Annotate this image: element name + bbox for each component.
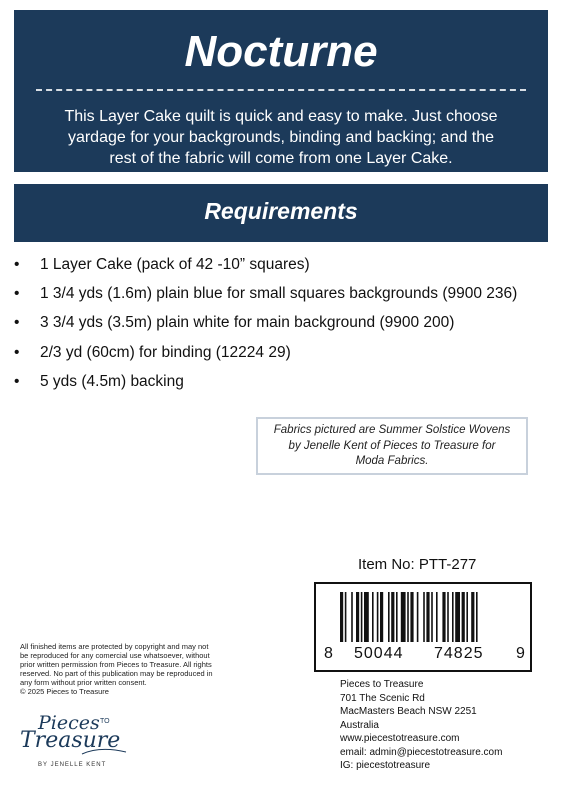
requirement-item — [14, 254, 554, 283]
fabric-credit-line: by Jenelle Kent of Pieces to Treasure for — [288, 439, 496, 452]
pieces-to-treasure-logo — [20, 712, 130, 772]
requirement-text: 5 yds (4.5m) backing — [40, 372, 184, 390]
requirement-item — [14, 312, 554, 341]
requirement-item — [14, 342, 554, 371]
barcode-bar — [466, 592, 468, 642]
copyright-line: © 2025 Pieces to Treasure — [20, 687, 109, 697]
item-number: Item No: PTT-277 — [358, 556, 477, 573]
pattern-title: Nocturne — [184, 27, 378, 76]
barcode-bar — [423, 592, 425, 642]
barcode-bar — [351, 592, 353, 642]
barcode-bar — [447, 592, 449, 642]
logo-pieces: Pieces — [38, 712, 100, 734]
requirements-title: Requirements — [204, 198, 358, 224]
title-banner — [14, 10, 548, 172]
barcode-bar — [431, 592, 433, 642]
barcode-group-left: 50044 — [354, 645, 404, 662]
logo-to: TO — [100, 718, 110, 725]
intro-line: This Layer Cake quilt is quick and easy to make. Just choose — [64, 108, 498, 125]
intro-text — [44, 106, 518, 169]
contact-address: 701 The Scenic Rd — [340, 692, 425, 704]
logo-swash-icon — [80, 748, 130, 758]
barcode-bar — [377, 592, 379, 642]
bullet: • — [14, 314, 20, 332]
requirement-text: 1 3/4 yds (1.6m) plain blue for small squares backgrounds (9900 236) — [40, 285, 518, 303]
bullet: • — [14, 372, 20, 390]
copyright-line: All finished items are protected by copyright and may not — [20, 642, 209, 651]
fabric-credit-line: Moda Fabrics. — [355, 455, 429, 467]
requirement-item — [14, 371, 554, 400]
barcode-digit-first: 8 — [324, 645, 334, 662]
barcode-group-right: 74825 — [434, 645, 484, 662]
barcode-digit-last: 9 — [516, 645, 526, 662]
requirement-item — [14, 283, 554, 312]
copyright-line: reserved. No part of this publication may be reproduced in — [20, 669, 213, 679]
bullet: • — [14, 256, 20, 273]
barcode-bar — [455, 592, 460, 642]
barcode-bar — [345, 592, 347, 642]
requirement-text: 2/3 yd (60cm) for binding (12224 29) — [40, 343, 291, 361]
requirement-text: 3 3/4 yds (3.5m) plain white for main background (9900 200) — [40, 314, 455, 332]
contact-website-link[interactable]: www.piecestotreasure.com — [340, 733, 460, 744]
barcode-bar — [361, 592, 363, 642]
copyright-line: any form without prior written consent. — [20, 678, 147, 688]
requirements-banner — [14, 184, 548, 242]
barcode-bar — [471, 592, 474, 642]
contact-info — [340, 678, 502, 773]
logo-treasure: Treasure — [20, 728, 121, 753]
barcode-bar — [388, 592, 390, 642]
intro-line: rest of the fabric will come from one Layer Cake. — [109, 150, 453, 167]
requirement-text: 1 Layer Cake (pack of 42 -10” squares) — [40, 256, 310, 273]
barcode-bar — [442, 592, 445, 642]
contact-instagram: IG: piecestotreasure — [340, 760, 431, 771]
contact-country: Australia — [340, 719, 379, 731]
barcode-bar — [407, 592, 409, 642]
barcode-bar — [462, 592, 465, 642]
barcode-bar — [410, 592, 413, 642]
barcode-bar — [401, 592, 406, 642]
fabric-credit-box — [256, 417, 528, 475]
logo-byline: BY JENELLE KENT — [38, 762, 107, 768]
barcode-bar — [396, 592, 398, 642]
contact-email-link[interactable]: email: admin@piecestotreasure.com — [340, 746, 503, 758]
barcode-bar — [436, 592, 438, 642]
barcode-bar — [356, 592, 359, 642]
bullet: • — [14, 343, 20, 361]
barcode-bar — [426, 592, 429, 642]
barcode — [314, 582, 532, 672]
copyright-line: prior written permission from Pieces to Treasure. All rights — [20, 660, 212, 670]
barcode-bar — [372, 592, 374, 642]
barcode-bar — [391, 592, 394, 642]
barcode-bar — [340, 592, 343, 642]
bullet: • — [14, 285, 20, 303]
copyright-notice — [20, 642, 270, 697]
barcode-bar — [476, 592, 478, 642]
barcode-bar — [364, 592, 369, 642]
copyright-line: be reproduced for any comercial use whatsoever, without — [20, 651, 210, 661]
requirements-list — [14, 254, 554, 400]
intro-line: yardage for your backgrounds, binding and backing; and the — [67, 129, 495, 146]
barcode-bar — [452, 592, 454, 642]
barcode-bar — [417, 592, 419, 642]
contact-address: MacMasters Beach NSW 2251 — [340, 706, 477, 717]
barcode-bars — [316, 584, 530, 670]
dashed-divider — [36, 89, 526, 91]
contact-name: Pieces to Treasure — [340, 679, 424, 690]
barcode-bar — [380, 592, 383, 642]
fabric-credit-line: Fabrics pictured are Summer Solstice Wovens — [273, 424, 511, 436]
